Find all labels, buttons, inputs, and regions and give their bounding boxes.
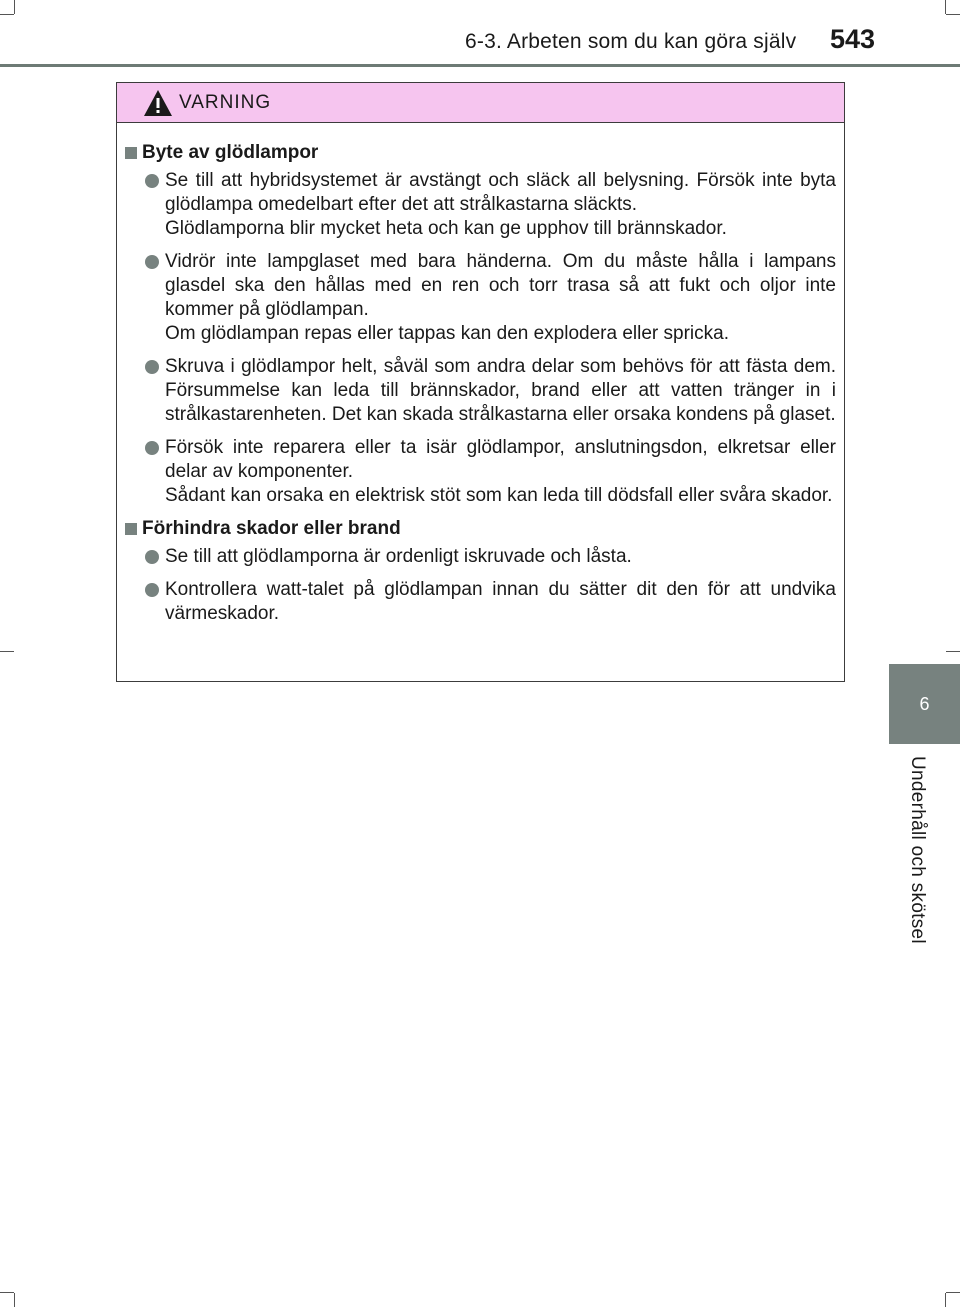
item-paragraph: Skruva i glödlampor helt, såväl som andra delar som behövs för att fästa dem. Försummelse kan leda till brännskador, brand eller att vatten tränger in i strålkastarenheten. Det kan skada strålkastarna eller orsaka kondens på glaset. [165, 356, 836, 425]
round-bullet-icon [145, 441, 159, 455]
round-bullet-icon [145, 360, 159, 374]
item-paragraph: Vidrör inte lampglaset med bara händerna. Om du måste hålla i lampans glasdel ska den hållas med en ren och torr trasa så att fukt och oljor inte kommer på glödlampan. [165, 251, 836, 320]
list-item [145, 250, 836, 346]
warning-body [117, 123, 844, 626]
header-rule [0, 64, 960, 67]
round-bullet-icon [145, 583, 159, 597]
item-paragraph: Sådant kan orsaka en elektrisk stöt som kan leda till dödsfall eller svåra skador. [165, 485, 833, 506]
chapter-number: 6 [919, 693, 930, 714]
chapter-title: Underhåll och skötsel [907, 756, 928, 944]
section-bulb-replacement [125, 141, 836, 508]
crop-mark [14, 1293, 15, 1307]
crop-mark [945, 1293, 946, 1307]
chapter-tab [889, 664, 960, 744]
item-paragraph: Om glödlampan repas eller tappas kan den explodera eller spricka. [165, 323, 729, 344]
section-heading-text: Byte av glödlampor [142, 142, 319, 163]
list-item [145, 436, 836, 508]
crop-mark [0, 1292, 14, 1293]
round-bullet-icon [145, 255, 159, 269]
crop-mark [946, 1292, 960, 1293]
square-bullet-icon [125, 147, 137, 159]
warning-title: VARNING [179, 91, 272, 113]
round-bullet-icon [145, 174, 159, 188]
section-heading [125, 517, 836, 541]
crop-mark [946, 14, 960, 15]
warning-header [117, 83, 844, 123]
list-item [145, 545, 836, 569]
section-prevent-damage [125, 517, 836, 626]
list-item [145, 169, 836, 241]
crop-mark [0, 14, 14, 15]
item-paragraph: Se till att glödlamporna är ordenligt iskruvade och låsta. [165, 546, 632, 567]
warning-box [116, 82, 845, 682]
crop-mark [945, 0, 946, 14]
crop-mark [14, 0, 15, 14]
round-bullet-icon [145, 550, 159, 564]
warning-triangle-icon [143, 89, 173, 117]
page-number: 543 [830, 24, 876, 54]
section-title: 6-3. Arbeten som du kan göra själv [465, 30, 797, 53]
section-heading-text: Förhindra skador eller brand [142, 518, 401, 539]
crop-mark [0, 651, 14, 652]
list-item [145, 578, 836, 626]
item-paragraph: Försök inte reparera eller ta isär glödlampor, anslutningsdon, elkretsar eller delar av komponenter. [165, 437, 836, 482]
section-heading [125, 141, 836, 165]
square-bullet-icon [125, 523, 137, 535]
item-paragraph: Se till att hybridsystemet är avstängt och släck all belysning. Försök inte byta glödlampa omedelbart efter det att strålkastarna släckts. [165, 170, 836, 215]
crop-mark [946, 651, 960, 652]
item-paragraph: Kontrollera watt-talet på glödlampan innan du sätter dit den för att undvika värmeskador. [165, 579, 836, 624]
list-item [145, 355, 836, 427]
item-paragraph: Glödlamporna blir mycket heta och kan ge upphov till brännskador. [165, 218, 727, 239]
